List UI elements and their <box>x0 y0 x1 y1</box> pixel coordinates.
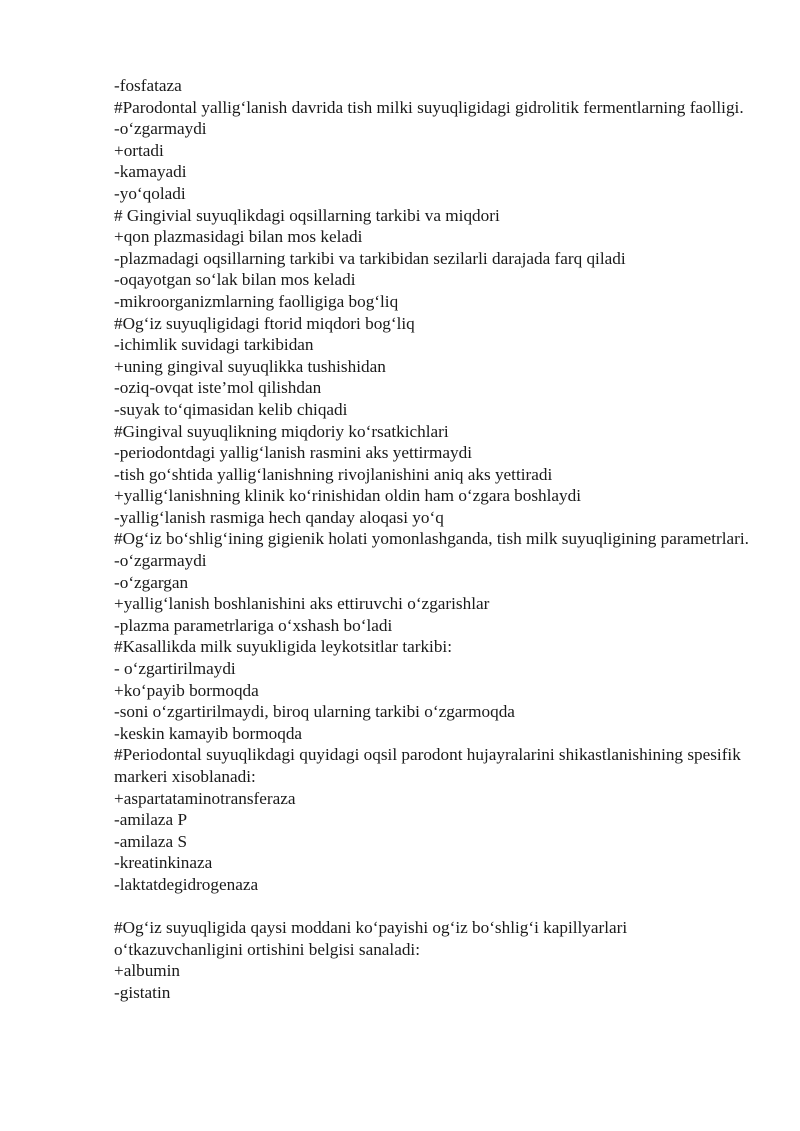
answer-option: - o‘zgartirilmaydi <box>114 659 236 679</box>
answer-option: -amilaza S <box>114 831 188 851</box>
correct-answer: +yallig‘lanishning klinik ko‘rinishidan oldin ham o‘zgara boshlaydi <box>114 486 581 506</box>
question-text: #Og‘iz suyuqligida qaysi moddani ko‘payishi og‘iz bo‘shlig‘i kapillyarlari o‘tkazuvchanligini ortishini belgisi sanaladi: <box>114 918 632 959</box>
question-text: #Og‘iz suyuqligidagi ftorid miqdori bog‘liq <box>114 313 415 333</box>
answer-option: -plazmadagi oqsillarning tarkibi va tarkibidan sezilarli darajada farq qiladi <box>114 248 626 268</box>
answer-option: -o‘zgarmaydi <box>114 119 207 139</box>
answer-option: -periodontdagi yallig‘lanish rasmini aks yettirmaydi <box>114 443 472 463</box>
question-text: #Kasallikda milk suyukligida leykotsitlar tarkibi: <box>114 637 452 657</box>
answer-option: -o‘zgargan <box>114 572 189 592</box>
answer-option: -oqayotgan so‘lak bilan mos keladi <box>114 270 356 290</box>
answer-option: -soni o‘zgartirilmaydi, biroq ularning tarkibi o‘zgarmoqda <box>114 702 515 722</box>
question-text: #Og‘iz bo‘shlig‘ining gigienik holati yomonlashganda, tish milk suyuqligining parametrlari. <box>114 529 749 549</box>
question-text: #Parodontal yallig‘lanish davrida tish milki suyuqligidagi gidrolitik fermentlarning faolligi. <box>114 97 744 117</box>
question-text: #Periodontal suyuqlikdagi quyidagi oqsil parodont hujayralarini shikastlanishining spesifik markeri xisoblanadi: <box>114 745 746 786</box>
answer-option: -mikroorganizmlarning faolligiga bog‘liq <box>114 291 399 311</box>
answer-option: -suyak to‘qimasidan kelib chiqadi <box>114 399 348 419</box>
answer-option: -o‘zgarmaydi <box>114 551 207 571</box>
correct-answer: +yallig‘lanish boshlanishini aks ettiruvchi o‘zgarishlar <box>114 594 490 614</box>
answer-option: -ichimlik suvidagi tarkibidan <box>114 335 314 355</box>
answer-option: -kamayadi <box>114 162 187 182</box>
answer-option: -tish go‘shtida yallig‘lanishning rivojlanishini aniq aks yettiradi <box>114 464 553 484</box>
correct-answer: +albumin <box>114 961 181 981</box>
answer-option: -plazma parametrlariga o‘xshash bo‘ladi <box>114 615 393 635</box>
answer-option: -fosfataza <box>114 76 182 95</box>
correct-answer: +uning gingival suyuqlikka tushishidan <box>114 356 386 376</box>
correct-answer: +aspartataminotransferaza <box>114 788 296 808</box>
answer-option: -gistatin <box>114 982 171 1002</box>
answer-option: -yo‘qoladi <box>114 183 186 203</box>
answer-option: -laktatdegidrogenaza <box>114 874 259 894</box>
answer-option: -oziq-ovqat iste’mol qilishdan <box>114 378 322 398</box>
answer-option: -amilaza P <box>114 810 188 830</box>
answer-option: -keskin kamayib bormoqda <box>114 723 303 743</box>
question-text: #Gingival suyuqlikning miqdoriy ko‘rsatkichlari <box>114 421 449 441</box>
document-page <box>114 75 754 1004</box>
answer-option: -kreatinkinaza <box>114 853 213 873</box>
answer-option: -yallig‘lanish rasmiga hech qanday aloqasi yo‘q <box>114 507 444 527</box>
correct-answer: +ko‘payib bormoqda <box>114 680 259 700</box>
question-text: # Gingivial suyuqlikdagi oqsillarning tarkibi va miqdori <box>114 205 500 225</box>
correct-answer: +qon plazmasidagi bilan mos keladi <box>114 227 363 247</box>
correct-answer: +ortadi <box>114 140 164 160</box>
blank-line <box>114 896 754 918</box>
